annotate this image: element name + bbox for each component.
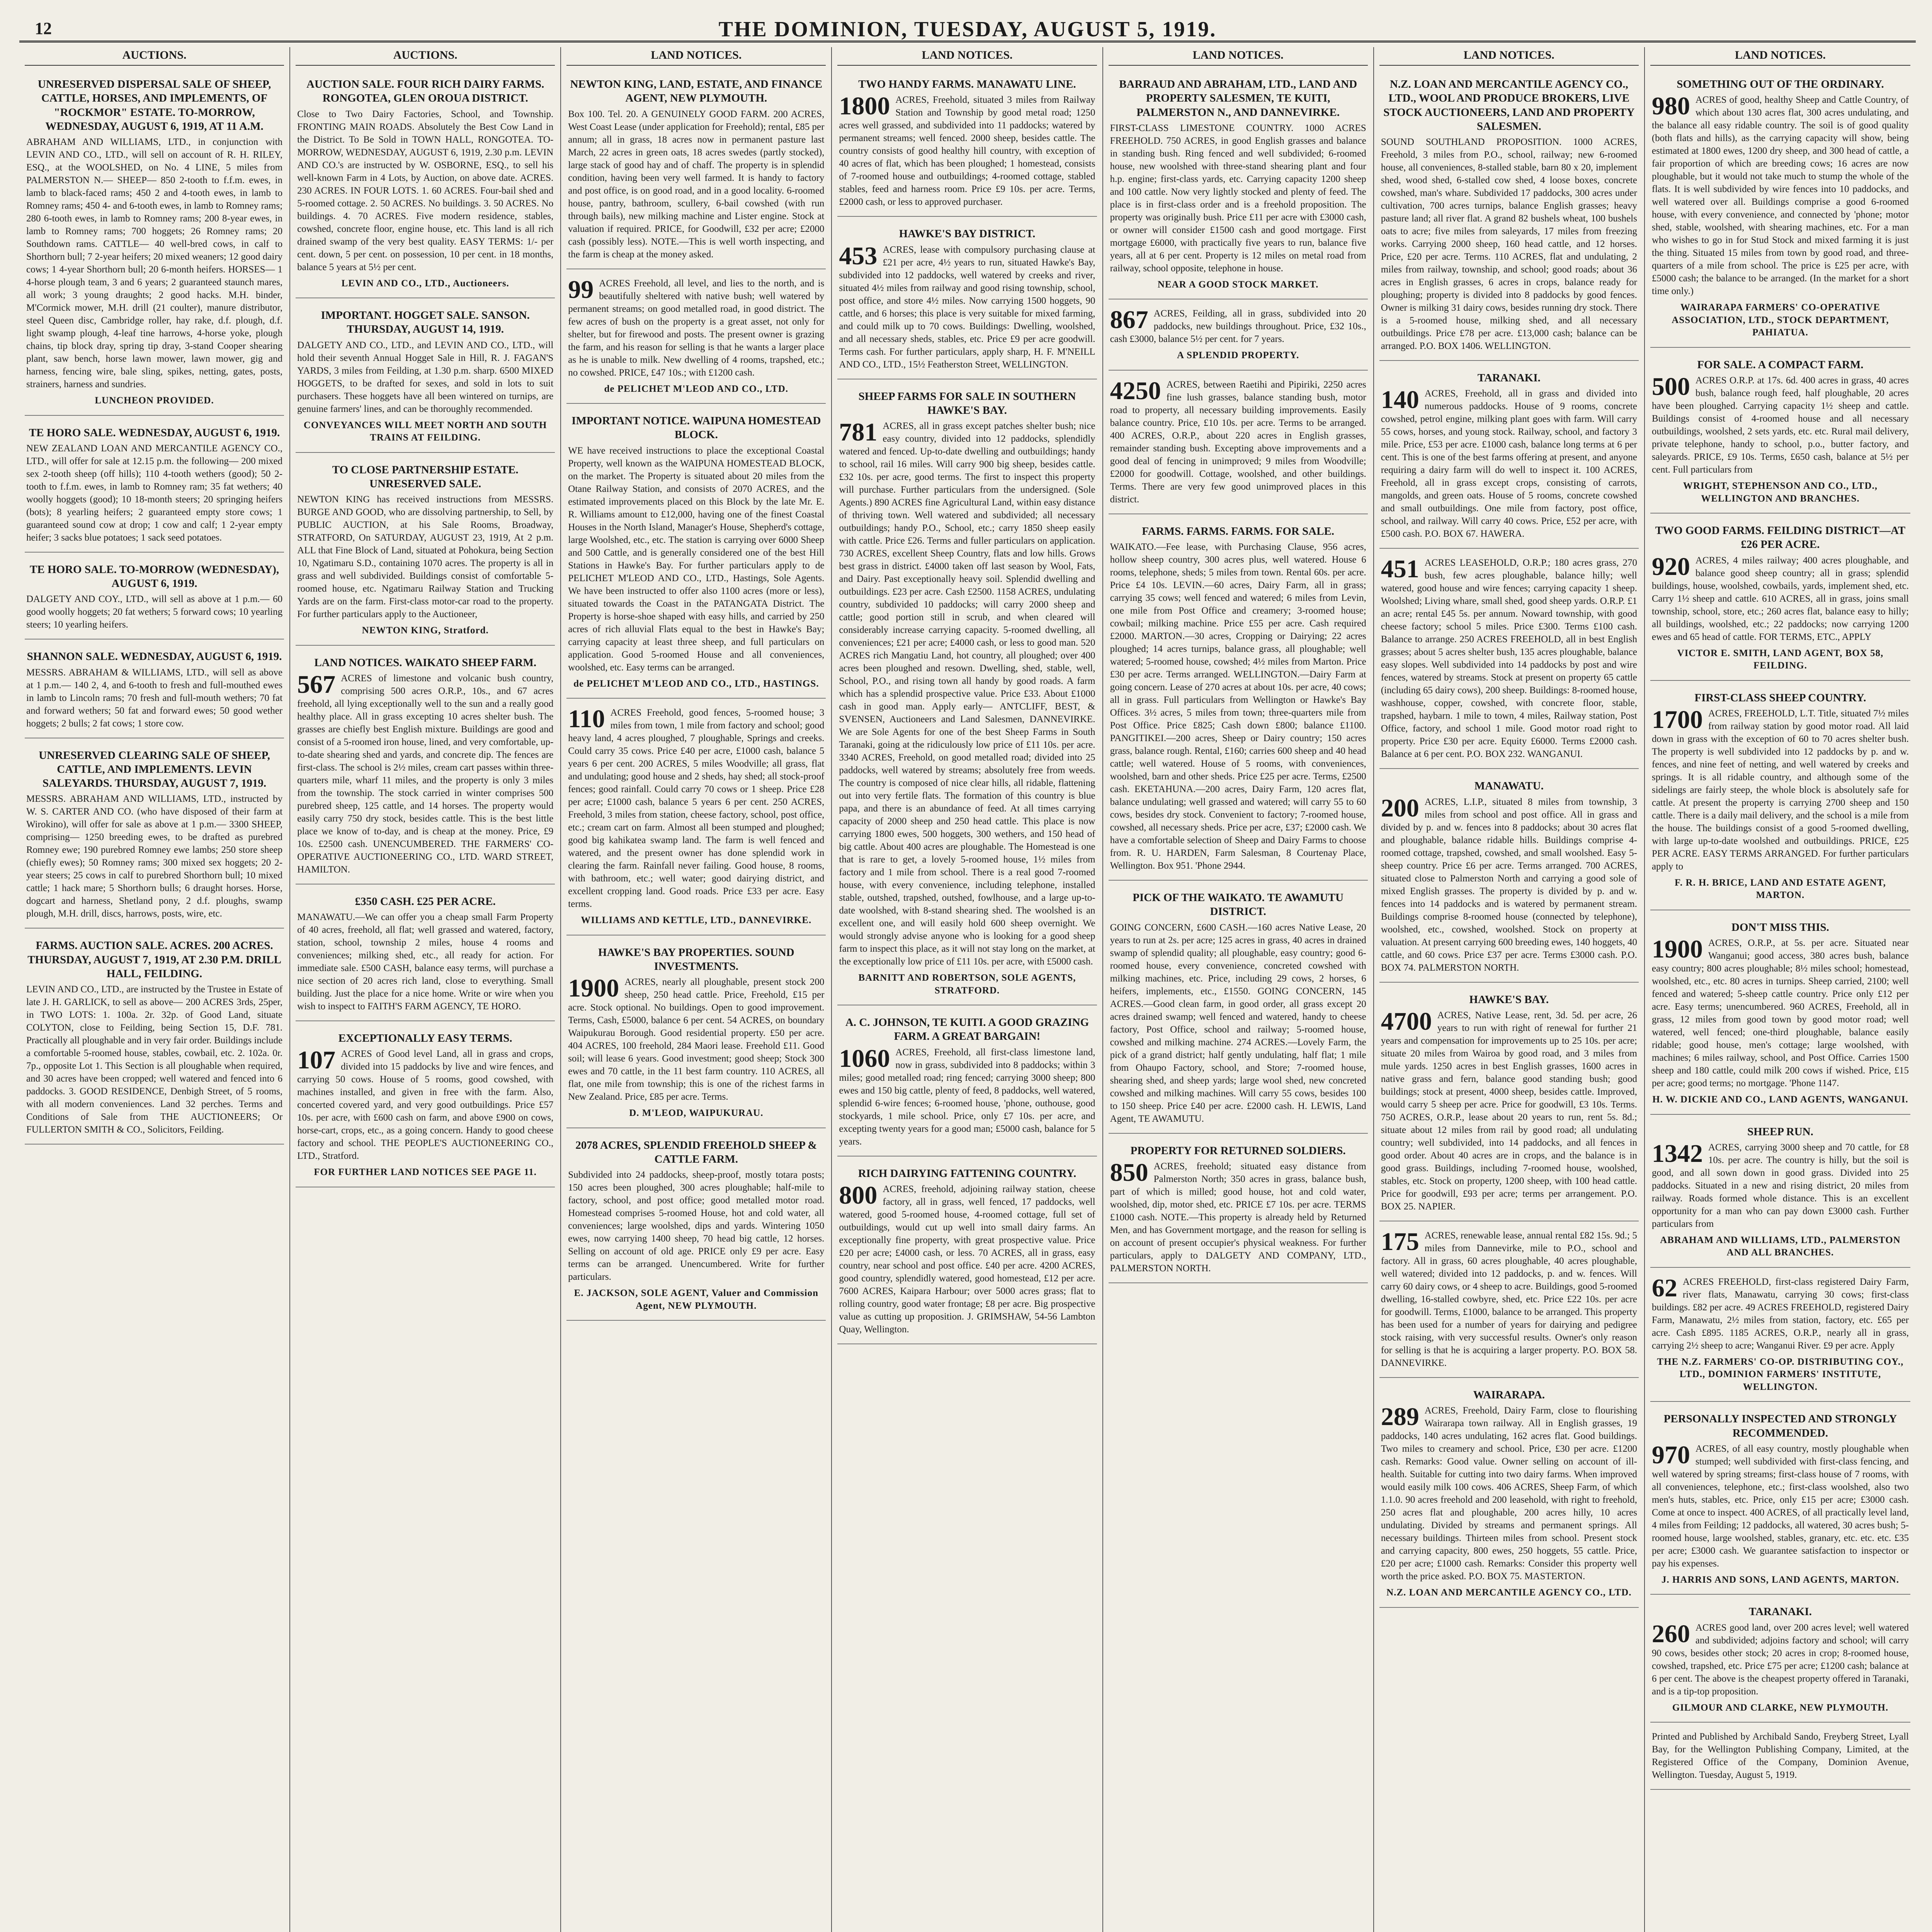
- ad-body: LEVIN AND CO., LTD., are instructed by the Trustee in Estate of late J. H. GARLICK, to sell as above— 200 ACRES 3rds, 25per, in TWO LOTS: 1. 100a. 2r. 32p. of Good Land, situate COLYTON, close to Feilding, being Section 15, D.F. 781. Practically all ploughable and in very fair order. Buildings include a comfortable 5-roomed house, stables, cowbail, etc. 2. 102a. 0r. 7p., opposite Lot 1. This Section is all ploughable when required, and 30 acres have been cropped; well watered and fenced into 6 paddocks. 3. GOOD RESIDENCE, Denbigh Street, of 5 rooms, with all modern conveniences. Land 32 perches. Terms and Conditions of Sale from THE AUCTIONEERS; Or FULLERTON SMITH & CO., Solicitors, Feilding.: [26, 984, 283, 1135]
- advertisement: [1650, 517, 1910, 681]
- advertisement: [837, 383, 1097, 1006]
- acreage-figure: 1700: [1651, 705, 1703, 734]
- ad-signature: WRIGHT, STEPHENSON AND CO., LTD., WELLINGTON AND BRANCHES.: [1683, 481, 1878, 504]
- ad-body-text: ACRES, Freehold, all first-class limestone land, now in grass, subdivided into 8 paddocks; within 3 miles; good metalled road; ring fenced; carrying 3000 sheep; 800 ewes and 150 big cattle, plenty of feed, 8 paddocks, well watered, splendid 6-wire fences; 6-roomed house, 'phone, outhouse, good stockyards, 1 mile school. Price, only £7 10s. per acre, and excepting twenty years for a good man; £5000 cash, balance for 5 years.: [839, 1047, 1095, 1147]
- ad-heading: FOR SALE. A COMPACT FARM.: [1697, 358, 1864, 371]
- ad-signature: H. W. DICKIE AND CO., LAND AGENTS, WANGANUI.: [1652, 1094, 1908, 1105]
- advertisement: [566, 408, 826, 699]
- advertisement: [1109, 71, 1368, 299]
- advertisement: [566, 702, 826, 935]
- ad-signature: NEAR A GOOD STOCK MARKET.: [1157, 279, 1319, 290]
- ad-heading: EXCEPTIONALLY EASY TERMS.: [338, 1032, 512, 1044]
- advertisement: [1650, 352, 1910, 514]
- ad-signature: FOR FURTHER LAND NOTICES SEE PAGE 11.: [314, 1167, 537, 1178]
- ad-body-text: ACRES, FREEHOLD, L.T. Title, situated 7½ miles from railway station by good motor road. All laid down in grass with the exception of 60 to 70 acres shelter bush. The property is well subdivided into 12 paddocks by p. and w. fences, and nine feet of netting, and well watered by creeks and springs. It is all ridable country, and although some of the sidelings are fairly steep, the whole block is absolutely safe for cattle. At present the property is carrying 2700 sheep and 150 cattle. There is a daily mail delivery, and the school is a mile from the house. The buildings consist of a good 5-roomed dwelling, with large up-to-date woolshed and outbuildings. PRICE, £25 PER ACRE. EASY TERMS ARRANGED. For further particulars apply to: [1651, 708, 1909, 872]
- advertisement: [566, 273, 826, 404]
- ad-body: SOUND SOUTHLAND PROPOSITION. 1000 ACRES, Freehold, 3 miles from P.O., school, railway; new 6-roomed house, all conveniences, 8-stalled stable, barn 80 x 20, implement shed, wood shed, 6-stalled cow shed, 4 loose boxes, concrete cowshed, man's whare. Subdivided 17 paddocks, 300 acres under cultivation, 700 acres turnips, balance English grasses; heavy pasture land; all river flat. A grand 82 bushels wheat, 100 bushels oats to acre; five miles from saleyards, 17 miles from freezing works. Carrying 2000 sheep, 160 head cattle, and 12 horses. Price, £20 per acre. Terms. 110 ACRES, flat and undulating, 2 miles from railway, township, and school; good roads; about 36 acres in English grasses, 6 acres in crops, balance ready for ploughing; property is divided into 8 paddocks by good fences. Owner is milking 31 dairy cows, besides running dry stock. There is a 5-roomed house, milking shed, and all necessary outbuildings. Price £78 per acre. £13,000 cash; balance can be arranged. P.O. BOX 1406. WELLINGTON.: [1381, 137, 1637, 351]
- ad-body: MANAWATU.—We can offer you a cheap small Farm Property of 40 acres, freehold, all flat; well grassed and watered, factory, station, school, township 2 miles, house 4 rooms and conveniences; milking shed, etc., all ready for action. For immediate sale. £500 CASH, balance easy terms, will purchase a nice section of 20 acres rich land, close to everything. Small building. Just the place for a nice home. Write or wire when you wish to inspect to FAITH'S FARM AGENCY, TE HORO.: [297, 912, 554, 1012]
- ad-heading: FIRST-CLASS SHEEP COUNTRY.: [1694, 691, 1866, 704]
- ad-body: GOING CONCERN, £600 CASH.—160 acres Native Lease, 20 years to run at 2s. per acre; 125 acres in grass, 40 acres in drained swamp of splendid quality; all ploughable, easy country; good 6-roomed house, every convenience, concreted cowshed with milking machines, etc. Price, including 29 cows, 2 horses, 6 heifers, implements, etc., £1550. GOING CONCERN, 145 ACRES.—Good clean farm, in good order, all grass except 20 acres drained swamp; well fenced and watered, handy to cheese factory, Post Office, school and railway; 5-roomed house, cowshed and milking machine. 274 ACRES.—Lovely Farm, the pick of a grand district; half gently undulating, half flat; 1 mile from Ohaupo Factory, school, and Store; 7-roomed house, shearing shed, and sheep yards; large wool shed, new concreted cowshed and milking machines. Will carry 55 cows, besides 100 to 150 sheep. Price £40 per acre. £2000 cash. H. LEWIS, Land Agent, TE AWAMUTU.: [1110, 922, 1366, 1124]
- acreage-figure: 107: [297, 1046, 336, 1075]
- advertisement: [25, 932, 284, 1145]
- ad-heading: A. C. JOHNSON, TE KUITI. A GOOD GRAZING FARM. A GREAT BARGAIN!: [845, 1016, 1089, 1043]
- ad-signature: E. JACKSON, SOLE AGENT, Valuer and Commission Agent, NEW PLYMOUTH.: [574, 1288, 819, 1311]
- ad-heading: HAWKE'S BAY.: [1469, 993, 1549, 1006]
- advertisement: [566, 1132, 826, 1321]
- page-number: 12: [35, 19, 52, 38]
- acreage-figure: 451: [1381, 555, 1419, 583]
- ad-heading: WAIRARAPA.: [1473, 1388, 1545, 1401]
- advertisement: [1650, 1119, 1910, 1268]
- ad-body: [568, 277, 824, 379]
- ad-body-text: ACRES of limestone and volcanic bush country, comprising 500 acres O.R.P., 10s., and 67 acres freehold, all lying exceptionally well to the sun and a really good healthy place. All in grass excepting 10 acres shelter bush. The grasses are chiefly best English mixture. Buildings are good and consist of a 5-roomed iron house, lined, and very comfortable, up-to-date shearing shed and yards, and concrete dip. The fences are first-class. The school is 2½ miles, cream cart passes within three-quarters mile, wharf 11 miles, and the property is only 3 miles from the township. The stock carried in winter comprises 500 purebred sheep, 125 cattle, and 14 horses. The property would easily carry 750 dry stock, besides cattle. This is the best little place we know of to-day, and is cheap at the money. Price, £9 10s. £2500 cash. UNENCUMBERED. THE FARMERS' CO-OPERATIVE AUCTIONEERING CO., LTD. WARD STREET, HAMILTON.: [297, 673, 554, 875]
- advertisement: [1650, 71, 1910, 348]
- ad-heading: £350 CASH. £25 PER ACRE.: [355, 895, 496, 908]
- ad-body: [839, 243, 1095, 371]
- advertisement: [837, 221, 1097, 379]
- advertisement: [1109, 518, 1368, 881]
- ad-signature: de PELICHET M'LEOD AND CO., LTD.: [604, 383, 789, 394]
- advertisement: [1650, 685, 1910, 910]
- ad-body: Printed and Published by Archibald Sando, Freyberg Street, Lyall Bay, for the Wellington Publishing Company, Limited, at the Registered Office of the Company, Dominion Avenue, Wellington. Tuesday, August 5, 1919.: [1651, 1731, 1909, 1780]
- ad-body: [1110, 1160, 1366, 1275]
- acreage-figure: 1060: [839, 1044, 890, 1073]
- acreage-figure: 800: [839, 1181, 878, 1209]
- ad-body: [1381, 1404, 1637, 1583]
- advertisement: [1109, 374, 1368, 514]
- ad-heading: SOMETHING OUT OF THE ORDINARY.: [1677, 78, 1884, 90]
- advertisement: [1650, 1726, 1910, 1790]
- advertisement: [1379, 1382, 1639, 1608]
- ad-body-text: ACRES, O.R.P., at 5s. per acre. Situated near Wanganui; good access, 380 acres bush, balance easy country; 800 acres ploughable; 8½ miles school; homestead, woolshed, etc., etc. 80 acres in turnips. Sheep carried, 2100; well fenced and watered; 5-sheep cattle country. Price only £12 per acre. Easy terms; unencumbered. 960 ACRES, Freehold, all in grass, 12 miles from good town by good motor road; well watered, well fenced; one-third ploughable, balance easily ridable; good house, men's cottage; large woolshed, with machines; 6 miles railway, school, and Post Office. Carries 1500 sheep and 180 cattle, could milk 200 cows if wished. Price, £15 per acre; good terms; no mortgage. 'Phone 1147.: [1651, 938, 1909, 1088]
- advertisement: [1379, 553, 1639, 769]
- advertisement: [566, 71, 826, 269]
- ad-body-text: ACRES, Freehold, all in grass and divided into numerous paddocks. House of 9 rooms, concrete cowshed, petrol engine, milking plant goes with farm. Will carry 55 cows, horses, and young stock. Railway, school, and factory 3 mile. Price, £53 per acre. £1000 cash, balance long terms at 6 per cent. This is one of the best farms offering at present, and anyone requiring a dairy farm will do well to inspect it. 100 ACRES, Freehold, all in grass except crops, consisting of carrots, mangolds, and green oats. House of 5 rooms, concrete cowshed and small outbuildings. One mile from factory, post office, school, and railway. Will carry 40 cows. Price, £52 per acre, with £500 cash. P.O. BOX 67. HAWERA.: [1381, 388, 1637, 539]
- ad-heading: TE HORO SALE. WEDNESDAY, AUGUST 6, 1919.: [29, 426, 280, 439]
- ad-heading: TO CLOSE PARTNERSHIP ESTATE. UNRESERVED SALE.: [332, 463, 519, 490]
- advertisement: [296, 457, 555, 646]
- ad-body: WE have received instructions to place the exceptional Coastal Property, well known as the WAIPUNA HOMESTEAD BLOCK, on the market. The Property is situated about 20 miles from the Otane Railway Station, and consists of 2070 ACRES, and the estimated improvements placed on this Block by the late Mr. E. R. Williams amount to £12,000, having one of the finest Coastal Houses in the North Island, Manager's House, Shepherd's cottage, large Woolshed, etc., etc. The station is carrying over 6000 Sheep and 500 Cattle, and is generally considered one of the best Hill Stations in Hawke's Bay. For further particulars apply to de PELICHET M'LEOD AND CO., LTD., Hastings, Sole Agents. We have been instructed to offer also 1100 acres (more or less), situated towards the Coast in the PATANGATA District. The Property is horse-shoe shaped with easy hills, and carried by 250 acres of rich alluvial Flats equal to the best in Hawke's Bay; carrying capacity at least three sheep, and full particulars on application. Good 5-roomed House and all conveniences, woolshed, etc. Easy terms can be arranged.: [568, 445, 825, 673]
- advertisement: [1650, 1272, 1910, 1402]
- ad-body-text: ACRES Freehold, good fences, 5-roomed house; 3 miles from town, 1 mile from factory and school; good heavy land, 4 acres ploughed, 7 ploughable, Springs and creeks. Could carry 35 cows. Price £40 per acre, £1000 cash, balance 5 years 6 per cent. 200 ACRES, 5 miles Woodville; all grass, flat and undulating; good house and 2 sheds, hay shed; all stock-proof fences; good rainfall. Could carry 70 cows or 1 sheep. Price £28 per acre; £1000 cash, balance 5 years 6 per cent. 250 ACRES, Freehold, 3 miles from station, cheese factory, school, post office, etc.; cream cart on farm. Almost all been stumped and ploughed; good big kahikatea swamp land. The farm is well fenced and watered, and the present owner has done splendid work in clearing the farm. Rainfall never failing. Good house, 8 rooms, with bathroom, etc.; well water; good dairying district, and excellent cropping land. Good roads. Price £33 per acre. Easy terms.: [568, 707, 825, 909]
- ad-signature: BARNITT AND ROBERTSON, SOLE AGENTS, STRATFORD.: [858, 973, 1076, 996]
- ad-body: NEWTON KING has received instructions from MESSRS. BURGE AND GOOD, who are dissolving partnership, to Sell, by PUBLIC AUCTION, at his Sale Rooms, Broadway, STRATFORD, On SATURDAY, AUGUST 23, 1919, At 2 p.m. ALL that Fine Block of Land, situated at Pohokura, being Section 10, Ngatimaru S.D., containing 1070 acres. The property is all in grass and well subdivided. Buildings consist of comfortable 5-roomed house, etc. Ngatimaru Railway Station and Trucking Yards are on the farm. First-class motor-car road to the property. For further particulars apply to the Auctioneer,: [297, 494, 554, 619]
- advertisement: [1109, 884, 1368, 1134]
- ad-heading: LAND NOTICES. WAIKATO SHEEP FARM.: [314, 656, 537, 669]
- acreage-figure: 500: [1651, 372, 1690, 401]
- ad-heading: PICK OF THE WAIKATO. TE AWAMUTU DISTRICT.: [1133, 891, 1344, 918]
- column-2: [290, 47, 561, 1932]
- acreage-figure: 1342: [1651, 1139, 1703, 1168]
- ad-heading: UNRESERVED CLEARING SALE OF SHEEP, CATTLE, AND IMPLEMENTS. LEVIN SALEYARDS. THURSDAY, AUGUST 7, 1919.: [39, 749, 270, 789]
- ad-signature: D. M'LEOD, WAIPUKURAU.: [629, 1108, 764, 1118]
- ad-heading: UNRESERVED DISPERSAL SALE OF SHEEP, CATTLE, HORSES, AND IMPLEMENTS, OF "ROCKMOR" ESTATE. TO-MORROW, WEDNESDAY, AUGUST 6, 1919, AT 11 A.M.: [37, 78, 271, 133]
- ad-signature: de PELICHET M'LEOD AND CO., LTD., HASTINGS.: [573, 678, 819, 689]
- masthead: [19, 15, 1916, 43]
- acreage-figure: 99: [568, 275, 594, 304]
- ad-body-text: ACRES, nearly all ploughable, present stock 200 sheep, 250 head cattle. Price, Freehold, £15 per acre. Stock optional. No buildings. Open to good improvement. Terms, Cash, £5000, balance 6 per cent. 54 ACRES, on boundary Waipukurau Borough. Good residential property. £50 per acre. 404 ACRES, 100 freehold, 284 Maori lease. Freehold £11. Good soil; will lease 6 years. Good investment; good sheep; Stock 300 ewes and 70 cattle, in the 11 best farm country. 110 ACRES, all flat, one mile from township; this is one of the richest farms in New Zealand. Price, £85 per acre. Terms.: [568, 977, 825, 1102]
- ad-heading: BARRAUD AND ABRAHAM, LTD., LAND AND PROPERTY SALESMEN, TE KUITI, PALMERSTON N., AND DANNEVIRKE.: [1119, 78, 1357, 119]
- advertisement: [1379, 986, 1639, 1221]
- acreage-figure: 567: [297, 670, 336, 699]
- ad-body-text: ACRES, 4 miles railway; 400 acres ploughable, and balance good sheep country; all in grass; splendid buildings, house, woolshed, cowbails, yards, implement shed, etc. Carry 1½ sheep and cattle. 610 ACRES, all in grass, joins small township, school, store, etc.; 260 acres flat, balance easy to hilly; all buildings, woolshed, etc.; 22 paddocks; now carrying 1200 ewes and 65 head of cattle. FOR TERMS, ETC., APPLY: [1651, 555, 1909, 642]
- ad-heading: SHEEP RUN.: [1747, 1125, 1813, 1138]
- ad-body: FIRST-CLASS LIMESTONE COUNTRY. 1000 ACRES FREEHOLD. 750 ACRES, in good English grasses and balance in standing bush. Ring fenced and well subdivided; 6-roomed house, new woolshed with three-stand shearing plant and four h.p. engine; first-class yards, etc. Carrying capacity 1200 sheep and 100 cattle. Now very lightly stocked and plenty of feed. The place is in first-class order and is a freehold proposition. The property was originally bush. Price £11 per acre with £3000 cash, or owner will consider £1500 cash and good mortgage. First mortgage £6000, with practically five years to run, balance five years, all at 6 per cent. Property is 12 miles on metal road from railway, school opposite, telephone in house.: [1110, 122, 1366, 274]
- acreage-figure: 140: [1381, 386, 1419, 414]
- ad-body: [297, 1048, 553, 1162]
- ad-heading: AUCTION SALE. FOUR RICH DAIRY FARMS. RONGOTEA, GLEN OROUA DISTRICT.: [306, 78, 544, 105]
- acreage-figure: 1800: [839, 92, 890, 121]
- column-heading: LAND NOTICES.: [1109, 47, 1368, 66]
- ad-heading: TE HORO SALE. TO-MORROW (WEDNESDAY), AUGUST 6, 1919.: [30, 563, 279, 590]
- ad-heading: HAWKE'S BAY DISTRICT.: [899, 228, 1036, 240]
- ad-signature: LEVIN AND CO., LTD., Auctioneers.: [341, 278, 509, 289]
- advertisement: [837, 1160, 1097, 1344]
- ad-body-text: ACRES, Freehold, situated 3 miles from Railway Station and Township by good metal road; 1250 acres well grassed, and subdivided into 11 paddocks; watered by permanent streams; well fenced. 2000 sheep, besides cattle. The country consists of good healthy hill country, with exception of 40 acres of flat, which has been ploughed; 1 homestead, consists of 7-roomed house and outbuildings; 4-roomed cottage, stabled stables, feed and harness room. Price £9 10s. per acre. Terms, £2000 cash, or less to approved purchaser.: [839, 95, 1095, 207]
- ad-body: MESSRS. ABRAHAM AND WILLIAMS, LTD., instructed by W. S. CARTER AND CO. (who have disposed of their farm at Wirokino), will offer for sale as above at 1 p.m.— 3300 SHEEP, comprising— 1250 breeding ewes, to be drafted as purebred Romney ewe; 190 purebred Romney ewe lambs; 250 store sheep (chiefly ewes); 50 Romney rams; 300 mixed sex hoggets; 20 2-year steers; 25 cows in calf to purebred Shorthorn bull; 10 mixed cattle; 1 hack mare; 5 Shorthorn bulls; 6 draught horses. Horse, dogcart and harness, Shetland pony, 2 d.f. ploughs, swamp plough, M.H. drill, discs, harrows, posts, wire, etc.: [26, 794, 283, 919]
- ad-body: [1652, 937, 1909, 1090]
- ad-body-text: ACRES Freehold, all level, and lies to the north, and is beautifully sheltered with native bush; well watered by permanent streams; on good metalled road, in good district. The few acres of bush on the property is a great asset, not only for shelter, but for firewood and posts. The present owner is grazing the farm, and his reason for selling is that he wants a larger place as he is unable to milk. New dwelling of 4 rooms, trapshed, etc.; no cowshed. PRICE, £47 10s.; with £1200 cash.: [568, 278, 825, 378]
- column-heading: LAND NOTICES.: [566, 47, 826, 66]
- ad-body: [1381, 1009, 1637, 1213]
- advertisement: [25, 742, 284, 929]
- ad-body: [839, 1183, 1095, 1336]
- ad-heading: SHANNON SALE. WEDNESDAY, AUGUST 6, 1919.: [27, 650, 282, 663]
- ad-body-text: ACRES, all in grass except patches shelter bush; nice easy country, divided into 12 paddocks, splendidly watered and fenced. Up-to-date dwelling and outbuildings; handy to school, rail 16 miles. Will carry 900 big sheep, besides cattle. £32 10s. per acre, good terms. The first to inspect this property will purchase. Further particulars from the undersigned. (Sole Agents.) 890 ACRES fine Agricultural Land, within easy distance of thriving town. Well watered and subdivided; all necessary outbuildings; handy P.O., School, etc.; carry 1850 sheep easily with cattle. Price £26. Terms and fuller particulars on application. 730 ACRES, excellent Sheep Country, flats and low hills. Grows best grass in district. £4000 taken off last season by Wool, Fats, and Dairy. Past exceptionally heavy soil. Splendid dwelling and outbuildings. £23 per acre. Cash £2500. 1158 ACRES, undulating country, subdivided 10 paddocks; will carry 2000 sheep and cattle; good portion still in scrub, and when cleared will considerably increase carrying capacity. 5-roomed dwelling, all conveniences; £21 per acre; £4000 cash, or less to good man. 520 ACRES rich Mangatiu Land, hot country, all ploughed; over 400 acres been ploughed and resown. Dwelling, shed, stable, well, School, P.O., and rising town all handy by good roads. A farm which has a splendid prospective value. Price £33. About £1000 cash in good man. Apply early— ANTCLIFF, BEST, & SVENSEN, Auctioneers and Land Salesmen, DANNEVIRKE. We are Sole Agents for one of the best Sheep Farms in South Taranaki, going at the ridiculously low price of £11 10s. per acre. 3340 ACRES, Freehold, on good metalled road; divided into 25 paddocks, well watered by streams; absolutely free from weeds. The country is composed of nice clear hills, all ridable, flattening out into very fertile flats. The formation of this country is blue papa, and there is an abundance of feed. At all times carrying capacity of 2000 sheep and 250 head cattle. This place is now carrying 1800 ewes, 500 hoggets, 300 wethers, and 150 head of big cattle. About 400 acres are ploughable. The Homestead is one that is rare to get, a lovely 5-roomed house, 1½ miles from factory and 1 mile from school. There is a real good 7-roomed house, with every convenience, including telephone, installed stable, outshed, trapshed, outshed, fowlhouse, and a large up-to-date woolshed, with 8-stand shearing shed. The woolshed is an excellent one, and will easily hold 600 sheep overnight. We would strongly advise anyone who is looking for a good sheep farm to inspect this place, as it will not stay long on the market, at the exceptionally low price of £11 10s. per acre, with £5000 cash.: [839, 421, 1095, 967]
- acreage-figure: 453: [839, 242, 878, 270]
- ad-body: [1652, 374, 1909, 476]
- ad-body: [1110, 378, 1366, 506]
- ad-heading: N.Z. LOAN AND MERCANTILE AGENCY CO., LTD., WOOL AND PRODUCE BROKERS, LIVE STOCK AUCTIONEERS, LAND AND PROPERTY SALESMEN.: [1383, 78, 1635, 133]
- acreage-figure: 1900: [568, 974, 619, 1002]
- ad-body: ABRAHAM AND WILLIAMS, LTD., in conjunction with LEVIN AND CO., LTD., will sell on account of R. H. RILEY, ESQ., at the WOOLSHED, on No. 4 LINE, 5 miles from PALMERSTON N.— SHEEP— 850 2-tooth to f.f.m. ewes, in lamb to black-faced rams; 450 2 and 4-tooth ewes, in lamb to Romney rams; 450 4- and 6-tooth ewes, in lamb to Romney rams; 280 6-tooth ewes, in lamb to Romney rams; 200 8-year ewes, in lamb to Romney rams; 700 hoggets; 26 Romney rams; 20 Southdown rams. CATTLE— 40 well-bred cows, in calf to Shorthorn bull; 7 2-year heifers; 20 mixed weaners; 12 good dairy cows; 1 4-year Shorthorn bull; 20 6-month heifers. HORSES— 1 4-horse plough team, 3 and 6 years; 2 guaranteed staunch mares, all work; 3 young draughts; 2 good hacks. M.H. binder, M'Cormick mower, M.H. drill (21 coulter), manure distributor, steel Queen disc, Cambridge roller, hay rake, d.f. plough, d.f. light swamp plough, 4-leaf tine harrows, 4-horse yoke, plough chains, tip block dray, spring tip dray, 3-stand Cooper shearing plant, saw bench, horse lawn mower, lawn mower, gig and harness, fencing wire, bale sling, spikes, netting, gates, posts, strainers, harness and sundries.: [26, 137, 283, 389]
- column-3: [561, 47, 832, 1932]
- ad-body: [568, 706, 824, 910]
- ad-body: [839, 420, 1095, 968]
- ad-signature: F. R. H. BRICE, LAND AND ESTATE AGENT, MARTON.: [1674, 877, 1886, 901]
- ad-body: [1381, 387, 1637, 540]
- advertisement: [1379, 1225, 1639, 1378]
- advertisement: [1379, 71, 1639, 361]
- advertisement: [837, 71, 1097, 217]
- acreage-figure: 970: [1651, 1440, 1690, 1469]
- ad-heading: NEWTON KING, LAND, ESTATE, AND FINANCE AGENT, NEW PLYMOUTH.: [570, 78, 823, 105]
- acreage-figure: 980: [1651, 92, 1690, 121]
- ad-body-text: ACRES, Feilding, all in grass, subdivided into 20 paddocks, new buildings throughout. Price, £32 10s., cash £3000, balance 5½ per cent. for 7 years.: [1110, 308, 1366, 345]
- ad-body: [1652, 554, 1909, 643]
- advertisement: [25, 643, 284, 738]
- column-5: [1103, 47, 1374, 1932]
- ad-heading: FARMS. FARMS. FARMS. FOR SALE.: [1142, 525, 1335, 537]
- ad-signature: J. HARRIS AND SONS, LAND AGENTS, MARTON.: [1661, 1574, 1899, 1585]
- ad-body: DALGETY AND COY., LTD., will sell as above at 1 p.m.— 60 good woolly hoggets; 20 fat wethers; 5 forward cows; 10 yearling steers; 10 yearling heifers.: [26, 594, 283, 630]
- acreage-figure: 781: [839, 418, 878, 446]
- ad-body: DALGETY AND CO., LTD., and LEVIN AND CO., LTD., will hold their seventh Annual Hogget Sale in Hill, R. J. FAGAN'S YARDS, 3 miles from Feilding, at 1.30 p.m. sharp. 6500 MIXED HOGGETS, to be drafted for sexes, and sold in lots to suit purchasers. These hoggets have all been wintered on turnips, are genuine farmers' lines, and can be thoroughly recommended.: [297, 340, 554, 414]
- ad-body: [1652, 94, 1909, 298]
- column-heading: AUCTIONS.: [296, 47, 555, 66]
- advertisement: [1109, 1138, 1368, 1283]
- ad-signature: GILMOUR AND CLARKE, NEW PLYMOUTH.: [1672, 1702, 1889, 1713]
- ad-heading: HAWKE'S BAY PROPERTIES. SOUND INVESTMENTS.: [598, 946, 794, 973]
- ad-body-text: ACRES FREEHOLD, first-class registered Dairy Farm, river flats, Manawatu, carrying 30 cows; first-class buildings. £82 per acre. 49 ACRES FREEHOLD, registered Dairy Farm, Manawatu, 2½ miles from station, factory, etc. £65 per acre. Cash £895. 1185 ACRES, O.R.P., nearly all in grass, carrying 2½ sheep to acre; Wanganui River. £9 per acre. Apply: [1651, 1276, 1909, 1351]
- ad-heading: SHEEP FARMS FOR SALE IN SOUTHERN HAWKE'S BAY.: [858, 390, 1076, 417]
- ad-body-text: ACRES, carrying 3000 sheep and 70 cattle, for £8 10s. per acre. The country is hilly, but the soil is good, and all sown down in good grass. Divided into 25 paddocks. Situated in a new and rising district, 20 miles from railway. Roads formed whole distance. This is an excellent opportunity for a man who can pay down £3000 cash. Further particulars from: [1651, 1142, 1909, 1229]
- ad-body-text: ACRES LEASEHOLD, O.R.P.; 180 acres grass, 270 bush, few acres ploughable, balance hilly; well watered, good house and wire fences; carrying capacity 1 sheep. Woolshed; Living whare, small shed, good sheep yards. O.R.P. £1 an acre; rental £45 5s. per annum. Noward township, with good cheese factory; school 5 miles. Price £300. Terms £100 cash. Balance to arrange. 250 ACRES FREEHOLD, all in best English grasses; about 5 acres shelter bush, 135 acres ploughable, balance easy slopes. Well subdivided into 14 paddocks by post and wire fences, watered by streams. Stock at present on property 65 cattle (including 65 dairy cows), 200 sheep. Buildings: 8-roomed house, washhouse, copper, cowshed, with concrete floor, stable, trapshed, haybarn. 1 mile to town, 4 miles, Railway station, Post Office, factory, and school 1 mile. Good motor road right to property. Price £30 per acre. Equity £6000. Terms £2000 cash. Balance at 6 per cent. P.O. BOX 232. WANGANUI.: [1381, 558, 1637, 760]
- acreage-figure: 920: [1651, 552, 1690, 581]
- ad-body-text: ACRES, Native Lease, rent, 3d. 5d. per acre, 26 years to run with right of renewal for further 21 years and compensation for improvements up to 25 10s. per acre; situate 20 miles from Wairoa by good road, and 3 miles from mule yards. 1250 acres in best English grasses, 1600 acres in native grass and fern, balance good standing bush; good buildings; stock at present, 4000 sheep, besides cattle. Improved, would carry 5 sheep per acre. Price for goodwill, £3 10s. Terms. 750 ACRES, O.R.P., lease about 20 years to run, rent 5s. 8d.; situate about 12 miles from rail by good road; all undulating country; well subdivided, into 14 paddocks, and all fences in good order. About 40 acres are in crops, and the balance is in good grass. Buildings, including 7-roomed house, woolshed, stables, etc. Stock on property, 1200 sheep, with 100 head cattle. Price for goodwill, £93 per acre; terms per arrangement. P.O. BOX 25. NAPIER.: [1381, 1010, 1637, 1212]
- ad-heading: 2078 ACRES, SPLENDID FREEHOLD SHEEP & CATTLE FARM.: [575, 1139, 817, 1165]
- ad-signature: THE N.Z. FARMERS' CO-OP. DISTRIBUTING COY., LTD., DOMINION FARMERS' INSTITUTE, WELLINGTON.: [1657, 1356, 1904, 1392]
- ad-heading: TARANAKI.: [1748, 1605, 1812, 1618]
- acreage-figure: 867: [1110, 306, 1148, 334]
- ad-body-text: ACRES of good, healthy Sheep and Cattle Country, of which about 130 acres flat, 300 acres undulating, and the balance all easy ridable country. The soil is of good quality (both flats and hills), as the carrying capacity will show, being estimated at 1800 ewes, 1200 dry sheep, and 300 head of cattle, a fair proportion of which are breeding cows; 16 acres are now ploughable, but it would not take much to stump the whole of the flats. It is well subdivided by wire fences into 10 paddocks, and well watered over all. Buildings comprise a good 6-roomed house, with every convenience, and connected by 'phone; motor shed, stable, woolshed, with shearing machines, etc. For a man who wishes to go in for Stud Stock and mixed farming it is just the thing. Situated 15 miles from town by good road, and three-quarters of a mile from school. The price is £25 per acre, with £5000 cash; the balance to be arranged. (In the market for a short time only.): [1651, 95, 1909, 297]
- ad-body: [839, 1046, 1095, 1148]
- ad-heading: TARANAKI.: [1477, 372, 1541, 384]
- column-heading: LAND NOTICES.: [837, 47, 1097, 66]
- acreage-figure: 200: [1381, 794, 1419, 822]
- ad-body-text: ACRES, freehold, adjoining railway station, cheese factory, all in grass, well fenced, 17 paddocks, well watered, good 5-roomed house, 4-roomed cottage, full set of outbuildings, would cut up well into small dairy farms. An exceptionally fine property, with great prospective value. Price £20 per acre; £4000 cash, or less. 70 ACRES, all in grass, easy country, near school and post office. £40 per acre. 4200 ACRES, good country, splendidly watered, good homestead, £12 per acre. 7600 ACRES, Kaipara Harbour; over 5000 acres grass; flat to rolling country, good water frontage; £8 per acre. Big prospective value as cutting up proposition. J. GRIMSHAW, 54-56 Lambton Quay, Wellington.: [839, 1184, 1095, 1335]
- column-6: [1374, 47, 1645, 1932]
- columns: [19, 47, 1916, 1932]
- advertisement: [296, 71, 555, 298]
- column-1: [19, 47, 290, 1932]
- ad-signature: ABRAHAM AND WILLIAMS, LTD., PALMERSTON AND ALL BRANCHES.: [1660, 1235, 1901, 1258]
- advertisement: [1109, 303, 1368, 371]
- advertisement: [1650, 914, 1910, 1115]
- acreage-figure: 62: [1651, 1274, 1677, 1302]
- ad-body-text: ACRES, lease with compulsory purchasing clause at £21 per acre, 4½ years to run, situated Hawke's Bay, subdivided into 12 paddocks, well watered by creeks and river, situated 4½ miles from railway and good rising township, school, post office, and store 4½ miles. Now carrying 1500 hoggets, 90 cattle, and 6 horses; this place is very suitable for mixed farming, and could milk up to 70 cows. Buildings: Dwelling, woolshed, and all necessary sheds, stables, etc. Price £9 per acre goodwill. Terms cash. For further particulars, apply sharp, H. F. M'NEILL AND CO., LTD., 15½ Featherston Street, WELLINGTON.: [839, 244, 1095, 370]
- ad-body-text: ACRES, between Raetihi and Pipiriki, 2250 acres fine lush grasses, balance standing bush, motor road to property, all necessary building improvements. Easily balance country. Price, £10 10s. per acre. Terms to be arranged. 400 ACRES, O.R.P., about 220 acres in English grasses, remainder standing bush. Excepting above improvements and a good deal of fencing in unimproved; 9 miles from Woodville; £2000 for goodwill. Cottage, woolshed, and other buildings. Terms. There are very few good unimproved places in this district.: [1110, 379, 1366, 505]
- ad-heading: IMPORTANT NOTICE. WAIPUNA HOMESTEAD BLOCK.: [571, 415, 821, 441]
- column-7: [1645, 47, 1916, 1932]
- ad-heading: IMPORTANT. HOGGET SALE. SANSON. THURSDAY, AUGUST 14, 1919.: [321, 309, 530, 336]
- newspaper-title: THE DOMINION, TUESDAY, AUGUST 5, 1919.: [718, 17, 1217, 41]
- ad-body-text: ACRES, L.I.P., situated 8 miles from township, 3 miles from school and post office. All in grass and divided by p. and w. fences into 8 paddocks; about 30 acres flat and ploughable, balance ridable hills. Buildings comprise 4-roomed cottage, trapshed, cowshed, and small woolshed. Easy 5-sheep country. Price £6 per acre. Terms arranged. 700 ACRES, situated close to Palmerston North and carrying a good sole of mixed English grasses. The property is divided by p. and w. fences into 14 paddocks and is watered by permanent stream. Buildings comprise 8-roomed house (connected by telephone), woolshed, etc., cowshed, woolshed. Stock on property at valuation. At present carrying 600 breeding ewes, 140 hoggets, 40 cattle, and 60 cows. Price £37 per acre. Terms £3000 cash. P.O. BOX 74. PALMERSTON NORTH.: [1381, 796, 1637, 973]
- column-heading: AUCTIONS.: [25, 47, 284, 66]
- ad-body: Close to Two Dairy Factories, School, and Township. FRONTING MAIN ROADS. Absolutely the Best Cow Land in the District. To Be Sold in TOWN HALL, RONGOTEA. TO-MORROW, WEDNESDAY, AUGUST 6, 1919, 2.30 p.m. LEVIN AND CO.'s are instructed by W. OSBORNE, ESQ., to sell his well-known Farm in 4 Lots, by Auction, on above date. ACRES. 230 ACRES. IN FOUR LOTS. 1. 60 ACRES. Four-bail shed and 5-roomed cottage. 2. 50 ACRES. No buildings. 3. 50 ACRES. No buildings. 4. 70 ACRES. Five modern residence, stables, cowshed, concrete floor, engine house, etc. This land is all rich drained swamp of the very best quality. EASY TERMS: 1/- per cent. down, 5 per cent. on possession, 10 per cent. in 18 months, balance 5 years at 5½ per cent.: [297, 109, 554, 272]
- advertisement: [296, 1025, 555, 1187]
- acreage-figure: 850: [1110, 1158, 1148, 1187]
- acreage-figure: 110: [568, 705, 605, 733]
- ad-body: WAIKATO.—Fee lease, with Purchasing Clause, 956 acres, hollow sheep country, 300 acres plus, well watered. House 6 rooms, telephone, sheds; 5 miles from town. Rental 60s. per acre. Price £4 10s. LEVIN.—60 acres, Dairy Farm, all in grass; carrying 35 cows; well fenced and watered; 6 miles from Levin, one mile from Post Office and creamery; 3-roomed house; cowbail; milking machine. Price £55 per acre. Cash required £2000. MARTON.—30 acres, Cropping or Dairying; 22 acres ploughed; 14 acres turnips, balance grass, all ploughable; well watered; 5-roomed house, cowshed; 4½ miles from Marton. Price £30 per acre. Terms arranged. WELLINGTON.—Dairy Farm at going concern. Lease of 270 acres at about 10s. per acre, 40 cows; all in grass. Full particulars from Wellington or Hawke's Bay Offices. 3½ acres, 5 miles from town; three-quarters mile from Post Office. Price £825; Cash down £800; balance £1100. PANGITIKEI.—200 acres, Sheep or Dairy country; 150 acres grass, balance rough. Rental, £160; carries 600 sheep and 40 head cattle; well watered. House of 5 rooms, with conveniences, woolshed, barn and other sheds. Price £25 per acre. Terms, £2500 cash. EKETAHUNA.—200 acres, Dairy Farm, 120 acres flat, balance undulating; well grassed and watered; will carry 55 to 60 cows, besides dry stock. Convenient to factory; 7-roomed house, cowshed, all necessary sheds. Price per acre, £37; £2000 cash. We have a comfortable selection of Sheep and Dairy Farms to choose from. R. U. HARDEN, Farm Salesman, 8 Courtenay Place, Wellington. Box 951. 'Phone 2944.: [1110, 542, 1366, 871]
- advertisement: [1650, 1406, 1910, 1595]
- ad-signature: WAIRARAPA FARMERS' CO-OPERATIVE ASSOCIATION, LTD., STOCK DEPARTMENT, PAHIATUA.: [1672, 302, 1889, 338]
- ad-body-text: ACRES O.R.P. at 17s. 6d. 400 acres in grass, 40 acres bush, balance rough feed, half ploughable, 20 acres have been ploughed. Carrying capacity 1½ sheep and cattle. Buildings consist of 4-roomed house and all necessary outbuildings, woolshed, 2 sets yards, etc. etc. Rural mail delivery, private telephone, handy to school, p.o., butter factory, and saleyards. PRICE, £9 10s. Terms, £650 cash, balance at 5½ per cent. Full particulars from: [1651, 375, 1909, 475]
- ad-signature: CONVEYANCES WILL MEET NORTH AND SOUTH TRAINS AT FEILDING.: [303, 420, 547, 443]
- ad-body: [297, 672, 553, 876]
- ad-signature: VICTOR E. SMITH, LAND AGENT, BOX 58, FEILDING.: [1677, 648, 1884, 671]
- advertisement: [1379, 773, 1639, 982]
- ad-heading: FARMS. AUCTION SALE. ACRES. 200 ACRES. THURSDAY, AUGUST 7, 1919, AT 2.30 P.M. DRILL HALL, FEILDING.: [27, 939, 281, 980]
- ad-body-text: ACRES good land, over 200 acres level; well watered and subdivided; adjoins factory and school; will carry 90 cows, besides other stock; 20 acres in crop; 8-roomed house, cowshed, trapshed, etc. Price £75 per acre; £1200 cash; balance at 6 per cent. The above is the cheapest property offered in Taranaki, and is a tip-top proposition.: [1651, 1622, 1909, 1697]
- acreage-figure: 260: [1651, 1619, 1690, 1648]
- ad-heading: TWO HANDY FARMS. MANAWATU LINE.: [858, 78, 1076, 90]
- acreage-figure: 175: [1381, 1227, 1419, 1256]
- ad-body: [1652, 1276, 1909, 1352]
- ad-heading: PERSONALLY INSPECTED AND STRONGLY RECOMMENDED.: [1663, 1413, 1897, 1439]
- ad-body: [1381, 796, 1637, 974]
- advertisement: [1650, 1599, 1910, 1723]
- acreage-figure: 4700: [1381, 1007, 1432, 1036]
- ad-signature: NEWTON KING, Stratford.: [362, 625, 489, 636]
- acreage-figure: 4250: [1110, 376, 1161, 405]
- ad-heading: TWO GOOD FARMS. FEILDING DISTRICT—AT £26 PER ACRE.: [1655, 524, 1906, 551]
- ad-body-text: ACRES, of all easy country, mostly ploughable when stumped; well subdivided with first-class fencing, and well watered by spring streams; first-class house of 7 rooms, with all conveniences, telephone, etc.; first-class woolshed, also two men's huts, stables, etc. Price, only £15 per acre; £3000 cash. Come at once to inspect. 400 ACRES, of all practically level land, 4 miles from Feilding; 12 paddocks, all watered, 30 acres bush; 5-roomed house, large woolshed, stables, granary, etc. etc. etc. £35 per acre; £3000 cash. We guarantee satisfaction to inspector or pay his expenses.: [1651, 1443, 1909, 1569]
- ad-body: [1381, 556, 1637, 760]
- ad-heading: RICH DAIRYING FATTENING COUNTRY.: [858, 1167, 1077, 1180]
- ad-body: [1110, 307, 1366, 345]
- acreage-figure: 1900: [1651, 935, 1703, 963]
- ad-body: [1652, 1621, 1909, 1698]
- ad-body: Box 100. Tel. 20. A GENUINELY GOOD FARM. 200 ACRES, West Coast Lease (under application for Freehold); rental, £85 per annum; all in grass, 18 acres now in permanent pasture last March, 22 acres in green oats, 18 acres swedes (partly stocked), large stack of good hay and of chaff. The property is in splendid condition, having been very well farmed. It is handy to factory and post office, is on good road, and in a good locality. 6-roomed house, pantry, bathroom, scullery, 6-bail cowshed (with run through bails), new milking machine and Lister engine. Stock at valuation if required. PRICE, for Goodwill, £32 per acre; £2000 cash (possibly less). NOTE.—This is well worth inspecting, and the farm is cheap at the money asked.: [568, 109, 825, 260]
- ad-signature: N.Z. LOAN AND MERCANTILE AGENCY CO., LTD.: [1386, 1587, 1632, 1598]
- ad-signature: WILLIAMS AND KETTLE, LTD., DANNEVIRKE.: [581, 915, 812, 925]
- advertisement: [25, 420, 284, 553]
- advertisement: [25, 556, 284, 640]
- ad-body: [1381, 1229, 1637, 1369]
- ad-body-text: ACRES, Freehold, Dairy Farm, close to flourishing Wairarapa town railway. All in English grasses, 19 paddocks, 140 acres undulating, 162 acres flat. Good buildings. Two miles to creamery and school. Price, £30 per acre. £1200 cash. Remarks: Good value. Owner selling on account of ill-health. Suitable for cutting into two dairy farms. When improved would easily milk 100 cows. 406 ACRES, Sheep Farm, of which 1.1.0. 90 acres freehold and 200 leasehold, with right to freehold, 250 acres flat and ploughable, 200 acres hilly, 10 acres undulating. Divided by streams and permanent springs. All necessary buildings. Thirteen miles from school. Present stock and carrying capacity, 800 ewes, 250 hoggets, 55 cattle. Price, £20 per acre; £1000 cash. Remarks: Consider this property well worth the price asked. P.O. BOX 75. MASTERTON.: [1381, 1405, 1637, 1582]
- ad-body-text: ACRES, freehold; situated easy distance from Palmerston North; 350 acres in grass, balance bush, part of which is milled; good house, hot and cold water, woolshed, dip, motor shed, etc. PRICE £7 10s. per acre. TERMS £1000 cash. NOTE.—This property is already held by Returned Men, and has Government mortgage, and the reason for selling is on account of present occupier's physical weakness. For further particulars, apply to DALGETY AND COMPANY, LTD., PALMERSTON NORTH.: [1110, 1161, 1366, 1274]
- ad-heading: MANAWATU.: [1474, 780, 1544, 793]
- advertisement: [25, 71, 284, 416]
- advertisement: [296, 650, 555, 884]
- ad-body: [1652, 707, 1909, 873]
- acreage-figure: 289: [1381, 1403, 1419, 1431]
- ad-body-text: ACRES of Good level Land, all in grass and crops, divided into 15 paddocks by live and wire fences, and carrying 50 cows. House of 5 rooms, good cowshed, with machines installed, and given in free with the farm. Also, concerted covered yard, and very good outbuildings. Price £57 10s. per acre, with £600 cash on farm, and above £900 on cows, horse-cart, crops, etc., as a going concern. Handy to good cheese factory and school. THE PEOPLE'S AUCTIONEERING CO., LTD., Stratford.: [297, 1049, 554, 1162]
- ad-body: [839, 94, 1095, 208]
- ad-heading: DON'T MISS THIS.: [1731, 921, 1829, 934]
- advertisement: [296, 302, 555, 453]
- ad-body: NEW ZEALAND LOAN AND MERCANTILE AGENCY CO., LTD., will offer for sale at 12.15 p.m. the following— 200 mixed sex 2-tooth sheep (off hills); 110 4-tooth wethers (good); 50 2-tooth to f.f.m. ewes, in lamb to Romney ram; 35 fat wethers; 40 woolly hoggets (good); 10 18-month steers; 20 springing heifers (bots); 8 yearling heifers; 2 guaranteed empty store cows; 1 guaranteed sound cow at drop; 1 cow and calf; 1 2-year empty heifer; 3 sacks blue potatoes; 1 sack seed potatoes.: [26, 443, 283, 543]
- ad-signature: A SPLENDID PROPERTY.: [1177, 350, 1299, 361]
- ad-body: [568, 976, 824, 1103]
- ad-heading: PROPERTY FOR RETURNED SOLDIERS.: [1130, 1144, 1346, 1157]
- ad-body: MESSRS. ABRAHAM & WILLIAMS, LTD., will sell as above at 1 p.m.— 140 2, 4, and 6-tooth to fresh and full-mouthed ewes in lamb to Lincoln rams; 70 fresh and full-mouth wethers; 70 fat and forward wethers; 50 fat and forward ewes; 50 good wether hoggets; 2 bulls; 2 fat cows; 1 store cow.: [26, 667, 283, 729]
- ad-body: [1652, 1141, 1909, 1230]
- ad-signature: LUNCHEON PROVIDED.: [95, 395, 214, 406]
- advertisement: [566, 939, 826, 1128]
- column-heading: LAND NOTICES.: [1379, 47, 1639, 66]
- ad-body-text: ACRES, renewable lease, annual rental £82 15s. 9d.; 5 miles from Dannevirke, mile to P.O., school and factory. All in grass, 60 acres ploughable, 40 acres ploughable, well watered; divided into 12 paddocks, p. and w. fences. Will carry 60 dairy cows, or 4 sheep to acre. Buildings, good 5-roomed dwelling, 16-stalled cowbyre, shed, etc. Price £22 10s. per acre for goodwill. Terms, £1000, balance to be arranged. This property has been used for a number of years for dairying and pedigree stock raising, with very successful results. Owner's only reason for selling is that he is acquiring a larger property. P.O. BOX 58. DANNEVIRKE.: [1381, 1230, 1637, 1368]
- advertisement: [1379, 365, 1639, 549]
- ad-body: [1652, 1442, 1909, 1570]
- advertisement: [837, 1009, 1097, 1156]
- column-heading: LAND NOTICES.: [1650, 47, 1910, 66]
- column-4: [832, 47, 1103, 1932]
- advertisement: [296, 888, 555, 1021]
- ad-body: Subdivided into 24 paddocks, sheep-proof, mostly totara posts; 150 acres been ploughed, 300 acres ploughable; half-mile to factory, school, and post office; good metalled motor road. Homestead comprises 5-roomed House, hot and cold water, all conveniences; large woolshed, dips and yards. Wintering 1050 ewes, now carrying 1400 sheep, 70 head big cattle, 12 horses. Selling on account of old age. PRICE only £9 per acre. Easy terms can be arranged. Unencumbered. Write for further particulars.: [568, 1170, 825, 1282]
